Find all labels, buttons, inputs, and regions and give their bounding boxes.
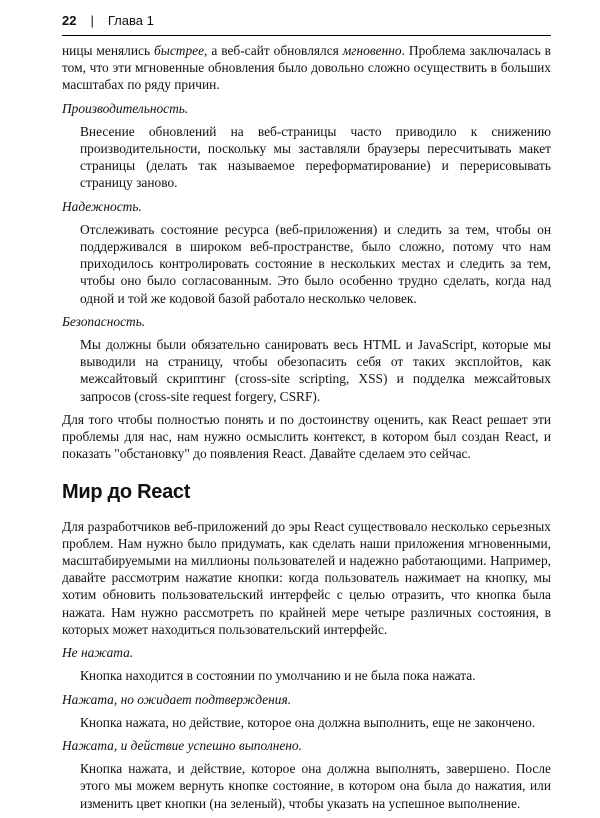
intro-emphasis-1: быстрее [154, 43, 205, 58]
section-heading: Мир до React [62, 481, 191, 504]
term-reliability: Надежность. [62, 198, 142, 214]
term-performance-desc: Внесение обновлений на веб-страницы часто приводило к снижению производительности, поскольку мы заставляли браузеры пересчитывать макет страницы (делать так называемое переформатирование) и перерисовывать страницу заново. [80, 123, 551, 191]
section-paragraph: Для разработчиков веб-приложений до эры React существовало несколько серьезных проблем. Нам нужно было придумать, как сделать наши приложения мгновенными, масштабируемыми на миллионы пользователей и надежно работающими. Например, давайте рассмотрим нажатие кнопки: когда пользователь нажимает на кнопку, мы хотим обновить пользовательский интерфейс с целью отразить, что кнопка была нажата. Нам нужно рассмотреть по крайней мере четыре различных состояния, в которых может находиться пользовательский интерфейс. [62, 518, 551, 637]
page-header [62, 13, 551, 36]
chapter-title: Глава 1 [107, 13, 154, 28]
term-performance: Производительность. [62, 100, 189, 116]
term-security-desc: Мы должны были обязательно санировать весь HTML и JavaScript, которые мы выводили на страницу, чтобы обезопасить себя от таких эксплойтов, как межсайтовый скриптинг (cross-site scripting, XSS) и подделка межсайтовых запросов (cross-site request forgery, CSRF). [80, 337, 551, 404]
state-success-desc: Кнопка нажата, и действие, которое она должна выполнять, завершено. После этого мы можем вернуть кнопке состояние, в котором она была до нажатия, или изменить цвет кнопки (на зеленый), чтобы указать на успешное выполнение. [80, 761, 551, 811]
intro-text-1: ницы менялись [62, 43, 155, 58]
term-reliability-desc: Отслеживать состояние ресурса (веб-приложения) и следить за тем, чтобы он поддерживался в широком веб-пространстве, было сложно, потому что нам приходилось контролировать состояние в нескольких местах и следить за тем, чтобы оно было согласованным. Это было особенно трудно сделать, когда над одной и той же кодовой базой работало несколько человек. [80, 221, 551, 306]
state-pending: Нажата, но ожидает подтверждения. [62, 691, 292, 707]
intro-emphasis-2: мгновенно [342, 43, 402, 58]
state-not-pressed-desc: Кнопка находится в состоянии по умолчанию и не была пока нажата. [80, 668, 476, 684]
page-number: 22 [62, 13, 77, 28]
context-paragraph: Для того чтобы полностью понять и по достоинству оценить, как React решает эти проблемы для нас, нам нужно осмыслить контекст, в котором был создан React, и показать "обстановку" до появления React. Давайте сделаем это сейчас. [62, 411, 551, 462]
intro-text-2: , а веб-сайт обновлялся [204, 43, 343, 58]
term-security: Безопасность. [62, 313, 146, 329]
state-pending-desc: Кнопка нажата, но действие, которое она должна выполнить, еще не закончено. [80, 714, 536, 730]
state-success: Нажата, и действие успешно выполнено. [62, 737, 302, 753]
intro-paragraph [62, 42, 551, 94]
intro-text-3: . Проблема заключалась в том, что эти мгновенные обновления было довольно сложно осуществить в больших масштабах по ряду причин. [62, 43, 551, 93]
page-body [62, 42, 551, 818]
header-separator: | [90, 13, 94, 28]
state-not-pressed: Не нажата. [62, 645, 134, 661]
